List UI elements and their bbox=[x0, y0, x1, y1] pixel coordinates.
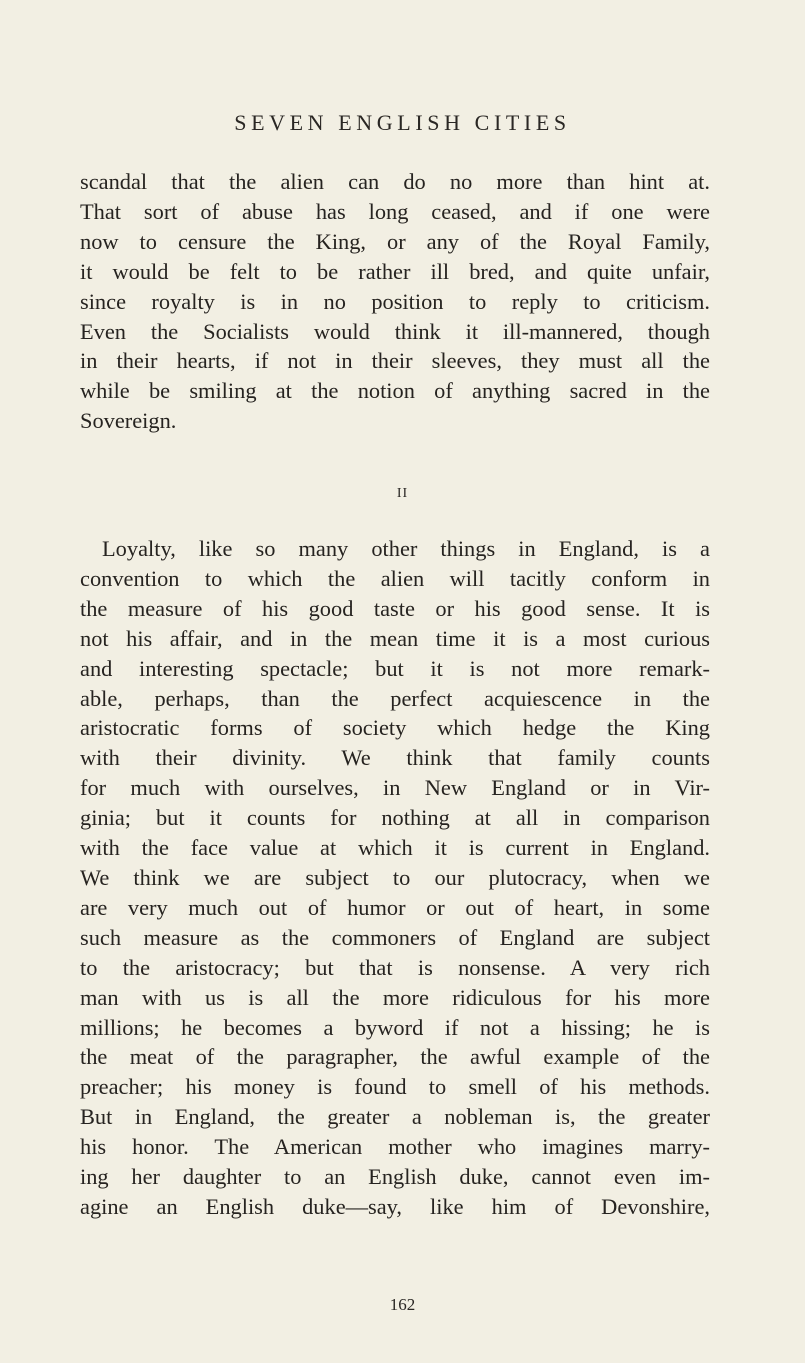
text-line: man with us is all the more ridiculous for his more bbox=[80, 984, 710, 1010]
text-line: and interesting spectacle; but it is not more remark- bbox=[80, 655, 710, 681]
text-line: for much with ourselves, in New England or in Vir- bbox=[80, 775, 710, 801]
text-line: not his affair, and in the mean time it is a most curious bbox=[80, 625, 710, 651]
text-line: convention to which the alien will tacitly conform in bbox=[80, 565, 710, 591]
text-line: the measure of his good taste or his good sense. It is bbox=[80, 595, 710, 621]
text-line: with their divinity. We think that family counts bbox=[80, 745, 710, 771]
page-number: 162 bbox=[389, 1295, 416, 1314]
text-line: But in England, the greater a nobleman is, the greater bbox=[80, 1104, 710, 1130]
text-line: his honor. The American mother who imagines marry- bbox=[80, 1134, 710, 1160]
text-line: the meat of the paragrapher, the awful example of the bbox=[80, 1044, 710, 1070]
text-line: to the aristocracy; but that is nonsense. A very rich bbox=[80, 954, 710, 980]
running-title: SEVEN ENGLISH CITIES bbox=[234, 110, 571, 135]
text-line: in their hearts, if not in their sleeves, they must all the bbox=[80, 348, 710, 374]
text-line: aristocratic forms of society which hedge the King bbox=[80, 715, 710, 741]
paragraph-continued bbox=[80, 167, 710, 436]
text-line: since royalty is in no position to reply to criticism. bbox=[80, 288, 710, 314]
text-line: Even the Socialists would think it ill-mannered, though bbox=[80, 318, 710, 344]
text-line: are very much out of humor or out of heart, in some bbox=[80, 894, 710, 920]
text-line: That sort of abuse has long ceased, and if one were bbox=[80, 198, 710, 224]
text-line: Loyalty, like so many other things in England, is a bbox=[102, 536, 710, 561]
text-line: ing her daughter to an English duke, cannot even im- bbox=[80, 1164, 710, 1190]
text-line: millions; he becomes a byword if not a hissing; he is bbox=[80, 1014, 710, 1040]
text-line: agine an English duke—say, like him of Devonshire, bbox=[80, 1193, 710, 1219]
text-line: ginia; but it counts for nothing at all in comparison bbox=[80, 805, 710, 831]
section-number: II bbox=[396, 486, 409, 501]
text-line: scandal that the alien can do no more than hint at. bbox=[80, 169, 710, 194]
text-line: while be smiling at the notion of anything sacred in the bbox=[80, 378, 710, 404]
text-line: We think we are subject to our plutocracy, when we bbox=[80, 864, 710, 890]
text-line: it would be felt to be rather ill bred, and quite unfair, bbox=[80, 258, 710, 284]
paragraph-loyalty bbox=[80, 534, 710, 1222]
text-line: Sovereign. bbox=[80, 408, 177, 434]
text-line: such measure as the commoners of England are subject bbox=[80, 924, 710, 950]
text-line: now to censure the King, or any of the Royal Family, bbox=[80, 228, 710, 254]
text-line: with the face value at which it is current in England. bbox=[80, 835, 710, 861]
text-line: able, perhaps, than the perfect acquiescence in the bbox=[80, 685, 710, 711]
text-line: preacher; his money is found to smell of his methods. bbox=[80, 1074, 710, 1100]
